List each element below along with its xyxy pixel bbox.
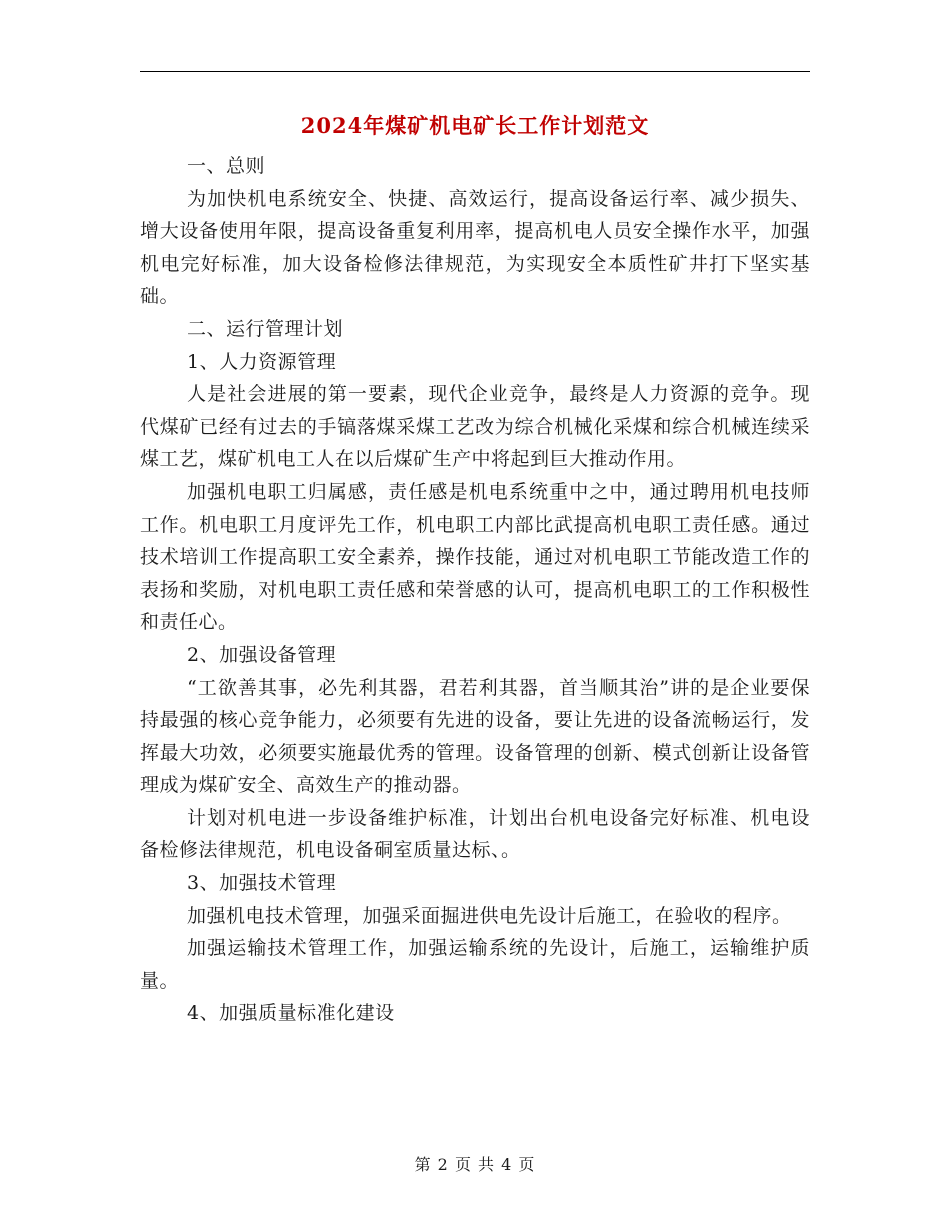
paragraph: 为加快机电系统安全、快捷、高效运行，提高设备运行率、减少损失、增大设备使用年限，提高设备重复利用率，提高机电人员安全操作水平，加强机电完好标准，加大设备检修法律规范，为实现安全本质性矿井打下坚实基础。 <box>140 187 810 308</box>
paragraph: 加强机电技术管理，加强采面掘进供电先设计后施工，在验收的程序。 <box>187 904 792 927</box>
document-body <box>140 150 810 1030</box>
paragraph: “工欲善其事，必先利其器，君若利其器，首当顺其治”讲的是企业要保持最强的核心竞争能力，必须要有先进的设备，要让先进的设备流畅运行，发挥最大功效，必须要实施最优秀的管理。设备管理的创新、模式创新让设备管理成为煤矿安全、高效生产的推动器。 <box>140 676 810 797</box>
page-number: 第 2 页 共 4 页 <box>414 1155 536 1174</box>
subheading-quality-standardization: 4、加强质量标准化建设 <box>187 1002 395 1025</box>
paragraph: 计划对机电进一步设备维护标准，计划出台机电设备完好标准、机电设备检修法律规范，机电设备硐室质量达标、。 <box>140 806 810 862</box>
section-heading-general: 一、总则 <box>187 155 266 177</box>
subheading-human-resources: 1、人力资源管理 <box>187 350 337 373</box>
subheading-technical-management: 3、加强技术管理 <box>187 872 337 895</box>
paragraph: 加强机电职工归属感，责任感是机电系统重中之中，通过聘用机电技师工作。机电职工月度评先工作，机电职工内部比武提高机电职工责任感。通过技术培训工作提高职工安全素养，操作技能，通过对机电职工节能改造工作的表扬和奖励，对机电职工责任感和荣誉感的认可，提高机电职工的工作积极性和责任心。 <box>140 480 810 634</box>
header-rule <box>140 71 810 72</box>
subheading-equipment-management: 2、加强设备管理 <box>187 643 337 666</box>
document-title: 2024年煤矿机电矿长工作计划范文 <box>300 113 650 138</box>
paragraph: 加强运输技术管理工作，加强运输系统的先设计，后施工，运输维护质量。 <box>140 937 810 992</box>
section-heading-operation-plan: 二、运行管理计划 <box>187 317 344 340</box>
paragraph: 人是社会进展的第一要素，现代企业竞争，最终是人力资源的竞争。现代煤矿已经有过去的手镐落煤采煤工艺改为综合机械化采煤和综合机械连续采煤工艺，煤矿机电工人在以后煤矿生产中将起到巨大推动作用。 <box>140 383 810 471</box>
